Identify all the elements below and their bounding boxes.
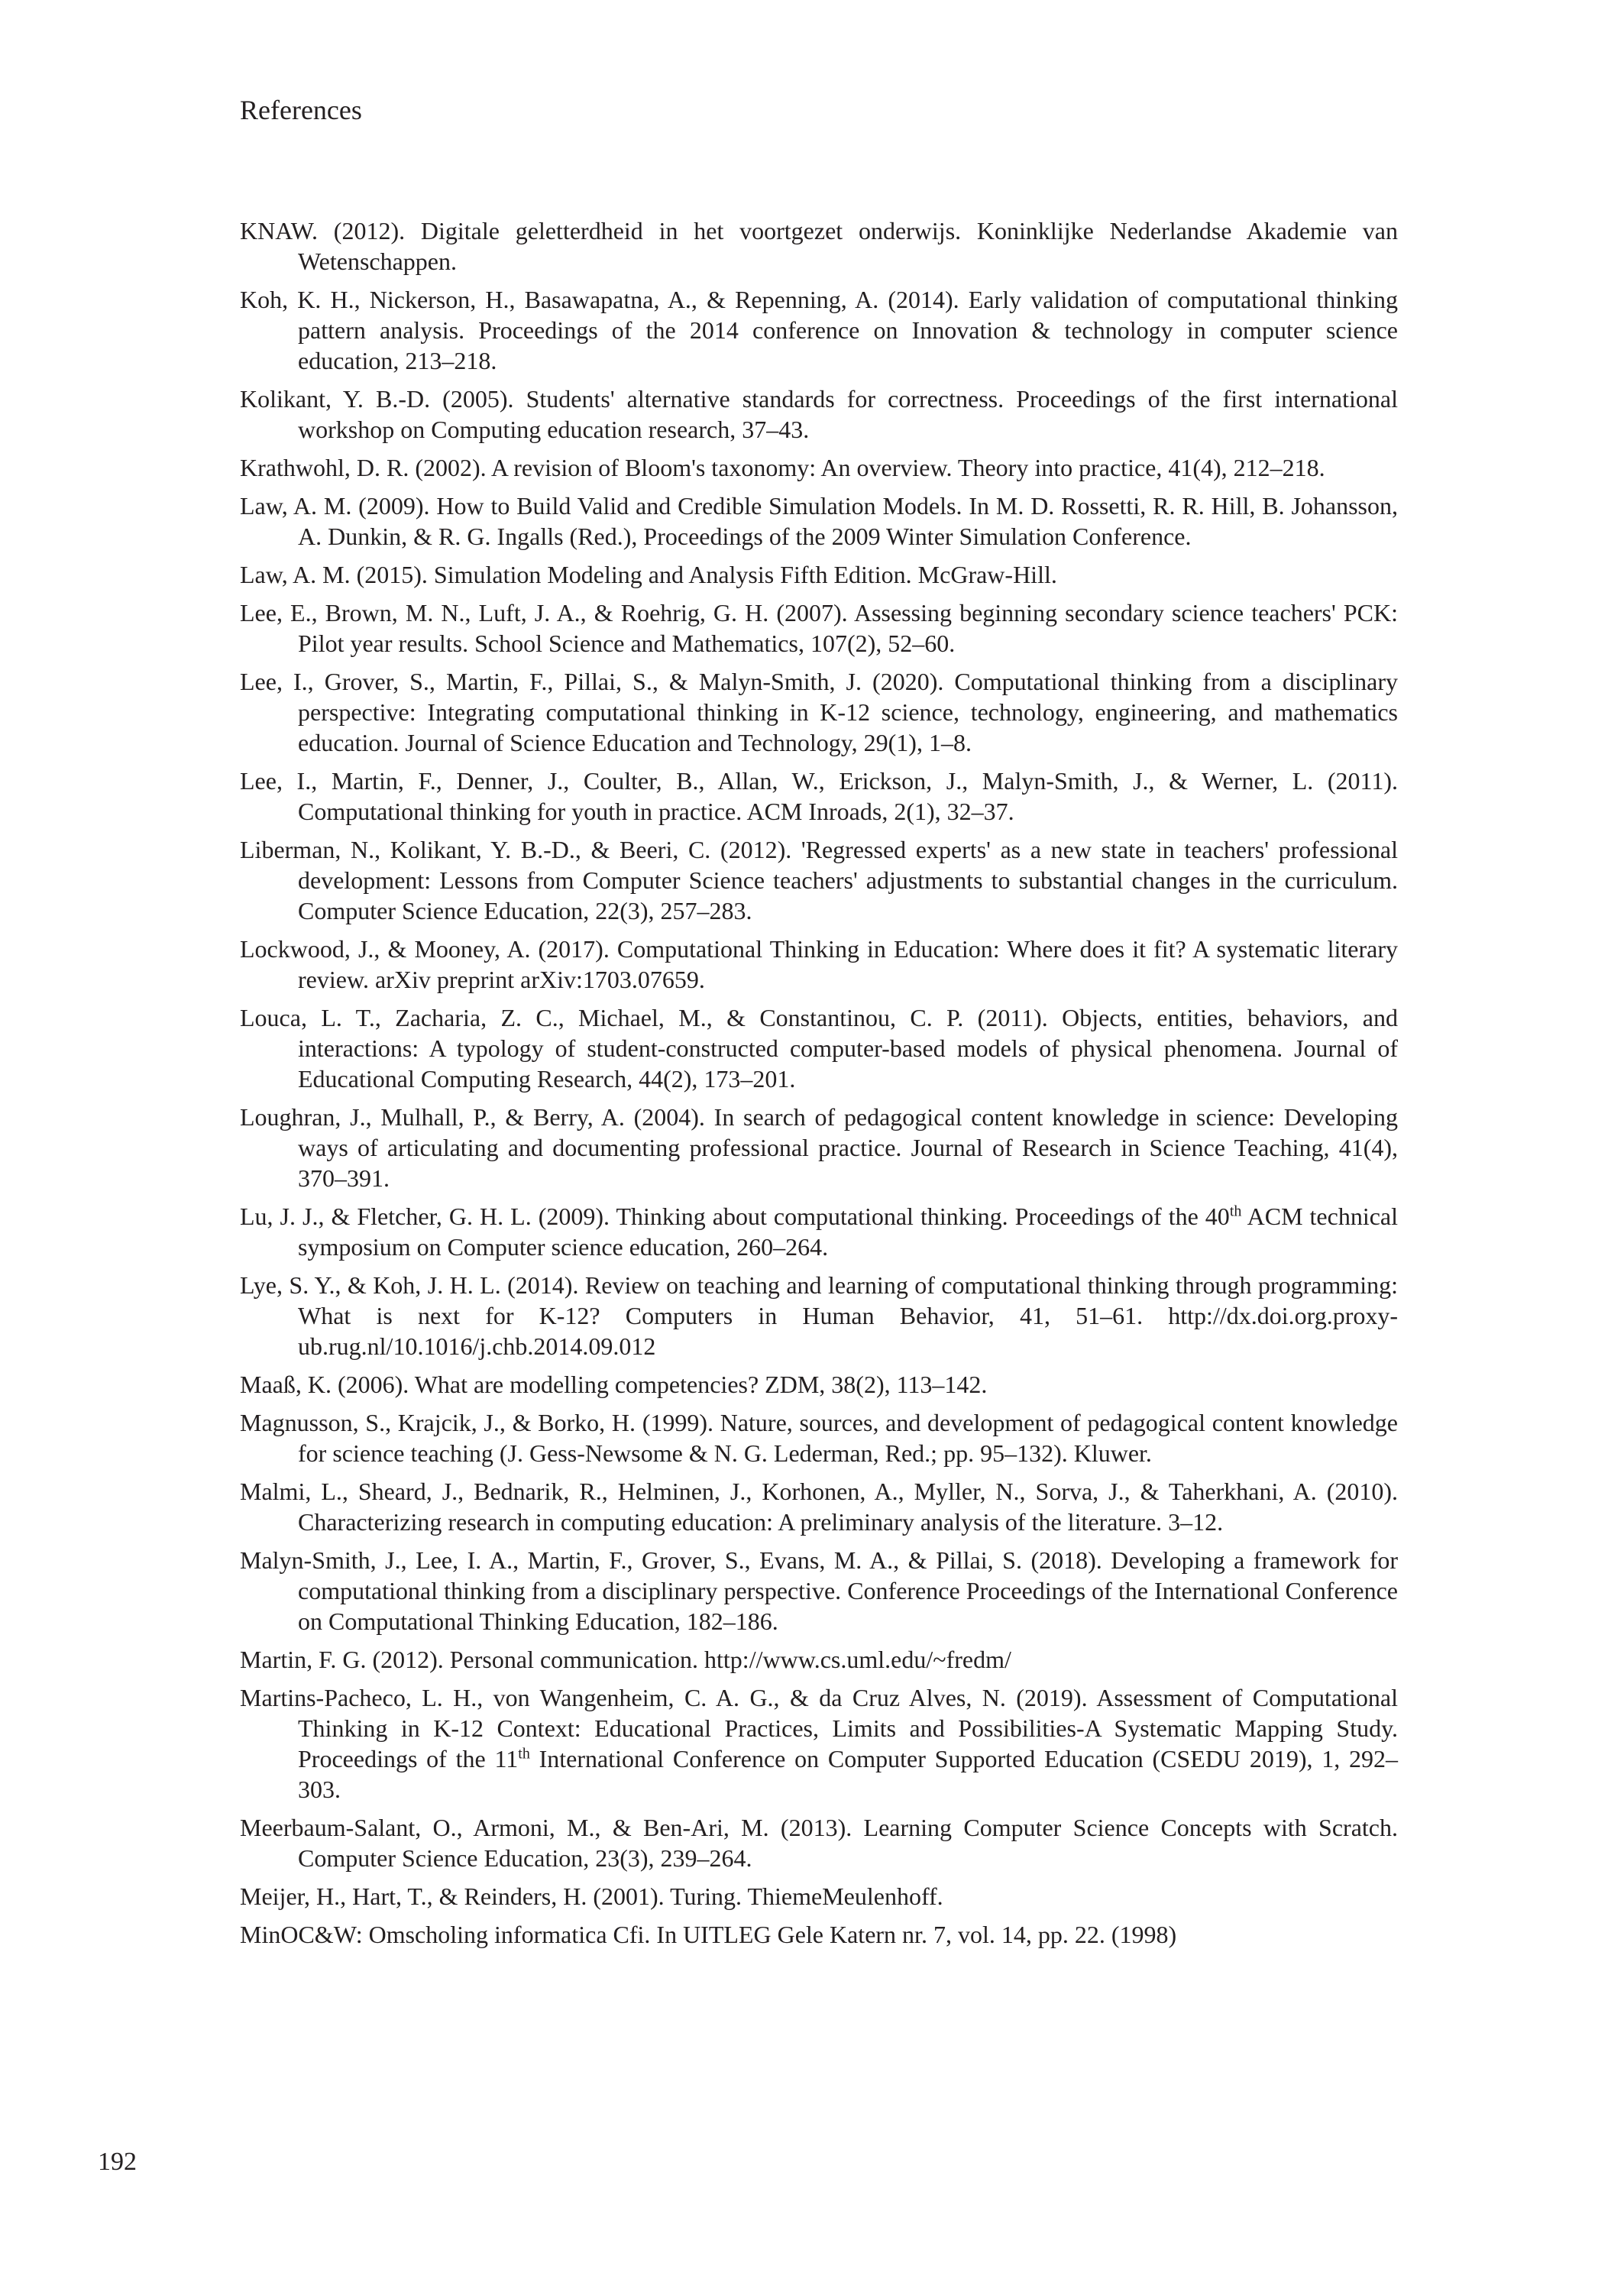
reference-item: Koh, K. H., Nickerson, H., Basawapatna, A., & Repenning, A. (2014). Early validation of computational thinking pattern analysis. Proceedings of the 2014 conference on Innovation & technology in computer science education, 213–218.: [240, 286, 1398, 374]
reference-item: Lee, E., Brown, M. N., Luft, J. A., & Roehrig, G. H. (2007). Assessing beginning secondary science teachers' PCK: Pilot year results. School Science and Mathematics, 107(2), 52–60.: [240, 599, 1398, 657]
reference-text: ACM technical symposium on Computer science education, 260–264.: [298, 1203, 1399, 1261]
reference-item: Liberman, N., Kolikant, Y. B.-D., & Beeri, C. (2012). 'Regressed experts' as a new state in teachers' professional development: Lessons from Computer Science teachers' adjustments to substantial changes in the curriculum. Computer Science Education, 22(3), 257–283.: [240, 836, 1398, 924]
reference-item: Louca, L. T., Zacharia, Z. C., Michael, M., & Constantinou, C. P. (2011). Objects, entities, behaviors, and interactions: A typology of student-constructed computer-based models of physical phenomena. Journal of Educational Computing Research, 44(2), 173–201.: [240, 1004, 1398, 1093]
page-number: 192: [98, 2148, 137, 2176]
page-header: References: [240, 95, 362, 125]
reference-item: Malmi, L., Sheard, J., Bednarik, R., Helminen, J., Korhonen, A., Myller, N., Sorva, J., & Taherkhani, A. (2010). Characterizing research in computing education: A preliminary analysis of the literature. 3–12.: [240, 1478, 1398, 1536]
reference-item: KNAW. (2012). Digitale geletterdheid in het voortgezet onderwijs. Koninklijke Nederlandse Akademie van Wetenschappen.: [240, 217, 1398, 275]
ordinal-superscript: th: [518, 1745, 530, 1763]
reference-item: Magnusson, S., Krajcik, J., & Borko, H. (1999). Nature, sources, and development of pedagogical content knowledge for science teaching (J. Gess-Newsome & N. G. Lederman, Red.; pp. 95–132). Kluwer.: [240, 1409, 1398, 1467]
reference-item: Maaß, K. (2006). What are modelling competencies? ZDM, 38(2), 113–142.: [240, 1371, 988, 1398]
reference-item: Law, A. M. (2009). How to Build Valid and Credible Simulation Models. In M. D. Rossetti, R. R. Hill, B. Johansson, A. Dunkin, & R. G. Ingalls (Red.), Proceedings of the 2009 Winter Simulation Conference.: [240, 492, 1398, 550]
reference-item: Krathwohl, D. R. (2002). A revision of Bloom's taxonomy: An overview. Theory into practice, 41(4), 212–218.: [240, 454, 1325, 481]
reference-text: Lu, J. J., & Fletcher, G. H. L. (2009). Thinking about computational thinking. Proceedings of the 40: [240, 1203, 1230, 1230]
reference-item: Lye, S. Y., & Koh, J. H. L. (2014). Review on teaching and learning of computational thinking through programming: What is next for K-12? Computers in Human Behavior, 41, 51–61. http://dx.doi.org.proxy-ub.rug.nl/10.1016/j.chb.2014.09.012: [240, 1271, 1398, 1360]
reference-item: Law, A. M. (2015). Simulation Modeling and Analysis Fifth Edition. McGraw-Hill.: [240, 561, 1057, 588]
reference-item: Kolikant, Y. B.-D. (2005). Students' alternative standards for correctness. Proceedings of the first international workshop on Computing education research, 37–43.: [240, 385, 1398, 443]
reference-item: Meerbaum-Salant, O., Armoni, M., & Ben-Ari, M. (2013). Learning Computer Science Concepts with Scratch. Computer Science Education, 23(3), 239–264.: [240, 1814, 1398, 1872]
reference-item: Malyn-Smith, J., Lee, I. A., Martin, F., Grover, S., Evans, M. A., & Pillai, S. (2018). Developing a framework for computational thinking from a disciplinary perspective. Conference Proceedings of the International Conference on Computational Thinking Education, 182–186.: [240, 1546, 1398, 1635]
reference-item: Martin, F. G. (2012). Personal communication. http://www.cs.uml.edu/~fredm/: [240, 1646, 1011, 1673]
reference-item: Lee, I., Martin, F., Denner, J., Coulter, B., Allan, W., Erickson, J., Malyn-Smith, J., & Werner, L. (2011). Computational thinking for youth in practice. ACM Inroads, 2(1), 32–37.: [240, 767, 1398, 825]
reference-item: Lockwood, J., & Mooney, A. (2017). Computational Thinking in Education: Where does it fit? A systematic literary review. arXiv preprint arXiv:1703.07659.: [240, 935, 1398, 993]
reference-text: Martins-Pacheco, L. H., von Wangenheim, C. A. G., & da Cruz Alves, N. (2019). Assessment of Computational Thinking in K-12 Context: Educational Practices, Limits and Possibilities-A Systematic Mapping Study. Proceedings of the 11: [240, 1684, 1398, 1772]
reference-text: International Conference on Computer Supported Education (CSEDU 2019), 1, 292–303.: [298, 1745, 1399, 1803]
reference-item: Loughran, J., Mulhall, P., & Berry, A. (2004). In search of pedagogical content knowledge in science: Developing ways of articulating and documenting professional practice. Journal of Research in Science Teaching, 41(4), 370–391.: [240, 1103, 1398, 1192]
reference-item: Meijer, H., Hart, T., & Reinders, H. (2001). Turing. ThiemeMeulenhoff.: [240, 1882, 943, 1910]
reference-item: [240, 1201, 1398, 1262]
reference-list: [240, 215, 1398, 1957]
ordinal-superscript: th: [1229, 1203, 1242, 1220]
reference-item: MinOC&W: Omscholing informatica Cfi. In UITLEG Gele Katern nr. 7, vol. 14, pp. 22. (1998): [240, 1921, 1177, 1948]
reference-item: [240, 1682, 1398, 1805]
reference-item: Lee, I., Grover, S., Martin, F., Pillai, S., & Malyn-Smith, J. (2020). Computational thinking from a disciplinary perspective: Integrating computational thinking in K-12 science, technology, engineering, and mathematics education. Journal of Science Education and Technology, 29(1), 1–8.: [240, 668, 1398, 756]
